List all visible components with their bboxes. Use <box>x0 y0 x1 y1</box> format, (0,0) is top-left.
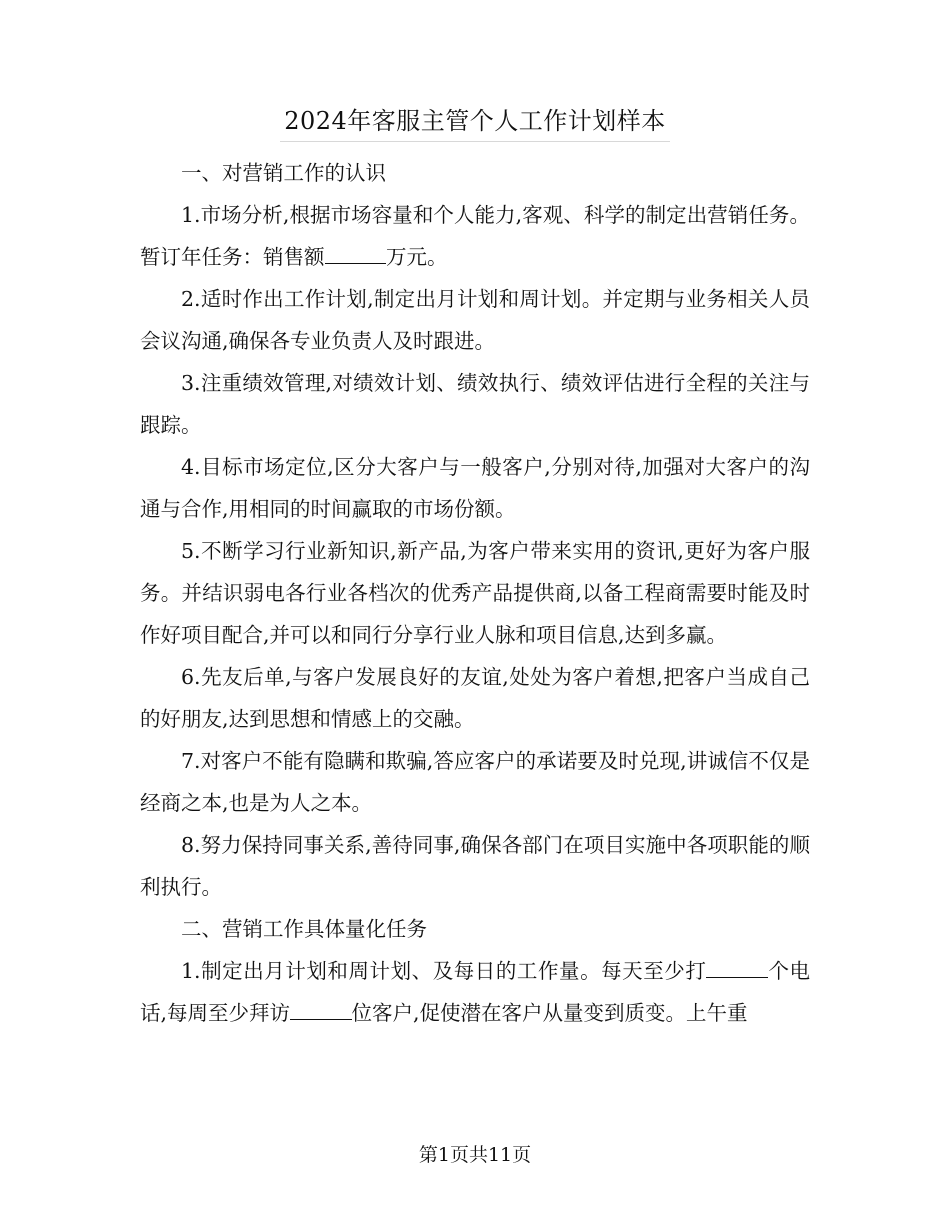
paragraph-text: 6.先友后单,与客户发展良好的友谊,处处为客户着想,把客户当成自己的好朋友,达到思想和情感上的交融。 <box>140 665 810 731</box>
paragraph-p9 <box>140 908 810 950</box>
paragraph-p7 <box>140 740 810 824</box>
paragraph-p3 <box>140 362 810 446</box>
paragraph-text: 2.适时作出工作计划,制定出月计划和周计划。并定期与业务相关人员会议沟通,确保各专业负责人及时跟进。 <box>140 287 810 353</box>
paragraph-text: 4.目标市场定位,区分大客户与一般客户,分别对待,加强对大客户的沟通与合作,用相同的时间赢取的市场份额。 <box>140 455 810 521</box>
paragraph-text: 二、营销工作具体量化任务 <box>181 917 427 941</box>
fill-in-blank <box>290 1001 352 1020</box>
document-title: 2024年客服主管个人工作计划样本 <box>280 101 670 142</box>
paragraph-p5 <box>140 530 810 656</box>
fill-in-blank <box>325 245 387 264</box>
document-body <box>140 152 810 1034</box>
page-number: 第1页共11页 <box>418 1144 532 1166</box>
paragraph-p4 <box>140 446 810 530</box>
paragraph-p2 <box>140 278 810 362</box>
paragraph-p1 <box>140 194 810 278</box>
paragraph-p10 <box>140 950 810 1034</box>
paragraph-text: 8.努力保持同事关系,善待同事,确保各部门在项目实施中各项职能的顺利执行。 <box>140 833 810 899</box>
title-area <box>0 101 950 142</box>
paragraph-p8 <box>140 824 810 908</box>
paragraph-text: 3.注重绩效管理,对绩效计划、绩效执行、绩效评估进行全程的关注与跟踪。 <box>140 371 810 437</box>
paragraph-text: 位客户,促使潜在客户从量变到质变。上午重 <box>351 1001 748 1025</box>
paragraph-p6 <box>140 656 810 740</box>
fill-in-blank <box>706 959 768 978</box>
paragraph-text: 个电话,每周至少拜访 <box>140 959 810 1025</box>
paragraph-text: 万元。 <box>386 245 448 269</box>
paragraph-text: 1.制定出月计划和周计划、及每日的工作量。每天至少打 <box>181 959 707 983</box>
paragraph-text: 7.对客户不能有隐瞒和欺骗,答应客户的承诺要及时兑现,讲诚信不仅是经商之本,也是为人之本。 <box>140 749 810 815</box>
paragraph-p0 <box>140 152 810 194</box>
paragraph-text: 1.市场分析,根据市场容量和个人能力,客观、科学的制定出营销任务。暂订年任务：销售额 <box>140 203 810 269</box>
paragraph-text: 一、对营销工作的认识 <box>181 161 386 185</box>
paragraph-text: 5.不断学习行业新知识,新产品,为客户带来实用的资讯,更好为客户服务。并结识弱电各行业各档次的优秀产品提供商,以备工程商需要时能及时作好项目配合,并可以和同行分享行业人脉和项目信息,达到多赢。 <box>140 539 810 647</box>
